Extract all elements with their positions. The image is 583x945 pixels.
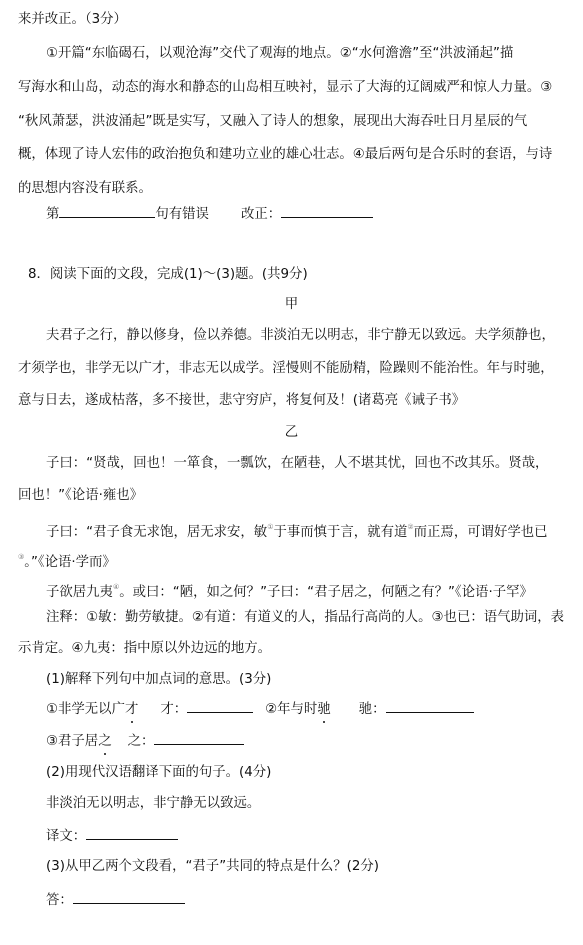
passage-jia-heading: 甲 (284, 297, 299, 312)
fill-label-a: 第 (46, 207, 60, 222)
fill-label-c: 改正： (240, 207, 282, 222)
text-line: ①开篇“东临碣石，以观沧海”交代了观海的地点。②“水何澹澹”至“洪波涌起”描 (46, 46, 514, 61)
passage-jia-line: 才须学也，非学无以广才，非志无以成学。淫慢则不能励精，险躁则不能治性。年与时驰， (18, 361, 554, 376)
footnote-marker: ① (267, 523, 274, 531)
answer-blank[interactable] (386, 699, 474, 713)
subquestion-2-title: (2)用现代汉语翻译下面的句子。(4分) (46, 765, 272, 780)
question-8-title: 8．阅读下面的文段，完成(1)～(3)题。(共9分) (28, 267, 308, 282)
sentence-number-blank[interactable] (59, 204, 155, 218)
error-fill-line (46, 204, 575, 224)
text-segment: 。或曰：“陋，如之何？”子曰：“君子居之，何陋之有？”《论语·子罕》 (119, 585, 533, 600)
subquestion-1-items (46, 699, 575, 719)
subquestion-3-title: (3)从甲乙两个文段看，“君子”共同的特点是什么？(2分) (46, 859, 380, 874)
subquestion-1-title: (1)解释下列句中加点词的意思。(3分) (46, 672, 272, 687)
fill-label-b: 句有错误 (155, 207, 209, 222)
text-line: “秋风萧瑟，洪波涌起”既是实写，又融入了诗人的想象，展现出大海吞吐日月星辰的气 (18, 114, 528, 129)
text-line: 的思想内容没有联系。 (18, 181, 152, 196)
correction-blank[interactable] (281, 204, 373, 218)
sentence-to-translate: 非淡泊无以明志，非宁静无以致远。 (46, 796, 261, 811)
notes-line: 注释：①敏：勤劳敏捷。②有道：有道义的人，指品行高尚的人。③也已：语气助词，表 (46, 610, 565, 625)
item-label: 才： (160, 702, 188, 717)
text-segment: 子欲居九夷 (46, 585, 113, 600)
passage-yi-line (46, 578, 575, 602)
passage-yi-line (18, 548, 575, 572)
footnote-marker: ③ (18, 553, 25, 561)
dotted-word: 驰 (317, 702, 331, 717)
text-line: 来并改正。（3分） (18, 12, 127, 27)
text-segment: ①非学无以广 (46, 702, 125, 717)
text-segment: 子曰：“君子食无求饱，居无求安，敏 (46, 525, 268, 540)
text-segment: ③君子居 (46, 734, 99, 749)
answer-line (46, 890, 575, 910)
answer-blank[interactable] (73, 890, 185, 904)
translation-blank[interactable] (86, 826, 178, 840)
dotted-word: 才 (124, 702, 139, 717)
text-segment: 于事而慎于言，就有道 (273, 525, 408, 540)
text-line: 概，体现了诗人宏伟的政治抱负和建功立业的雄心壮志。④最后两句是合乐时的套语，与诗 (18, 147, 553, 162)
passage-yi-heading: 乙 (284, 425, 299, 440)
text-segment: ②年与时 (265, 702, 318, 717)
footnote-marker: ④ (112, 583, 120, 591)
subquestion-1-items (46, 731, 575, 751)
translation-line (46, 826, 575, 846)
text-segment: 而正焉，可谓好学也已 (413, 525, 548, 540)
passage-yi-line: 子曰：“贤哉，回也！一箪食，一瓢饮，在陋巷，人不堪其忧，回也不改其乐。贤哉， (46, 456, 549, 471)
passage-yi-line: 回也！”《论语·雍也》 (18, 488, 144, 503)
text-line: 写海水和山岛，动态的海水和静态的山岛相互映衬，显示了大海的辽阔威严和惊人力量。③ (18, 80, 553, 95)
passage-jia-line: 夫君子之行，静以修身，俭以养德。非淡泊无以明志，非宁静无以致远。夫学须静也， (46, 328, 555, 343)
item-label: 答： (46, 893, 73, 908)
dotted-word: 之 (98, 734, 112, 749)
item-label: 译文： (46, 829, 87, 844)
text-segment: 。”《论语·学而》 (24, 555, 116, 570)
answer-blank[interactable] (187, 699, 253, 713)
passage-jia-line: 意与日去，遂成枯落，多不接世，悲守穷庐，将复何及！(诸葛亮《诫子书》 (18, 393, 466, 408)
item-label: 驰： (358, 702, 386, 717)
footnote-marker: ② (407, 523, 414, 531)
passage-yi-line (46, 518, 575, 542)
notes-line: 示肯定。④九夷：指中原以外边远的地方。 (18, 641, 272, 656)
answer-blank[interactable] (154, 731, 244, 745)
item-label: 之： (127, 734, 155, 749)
